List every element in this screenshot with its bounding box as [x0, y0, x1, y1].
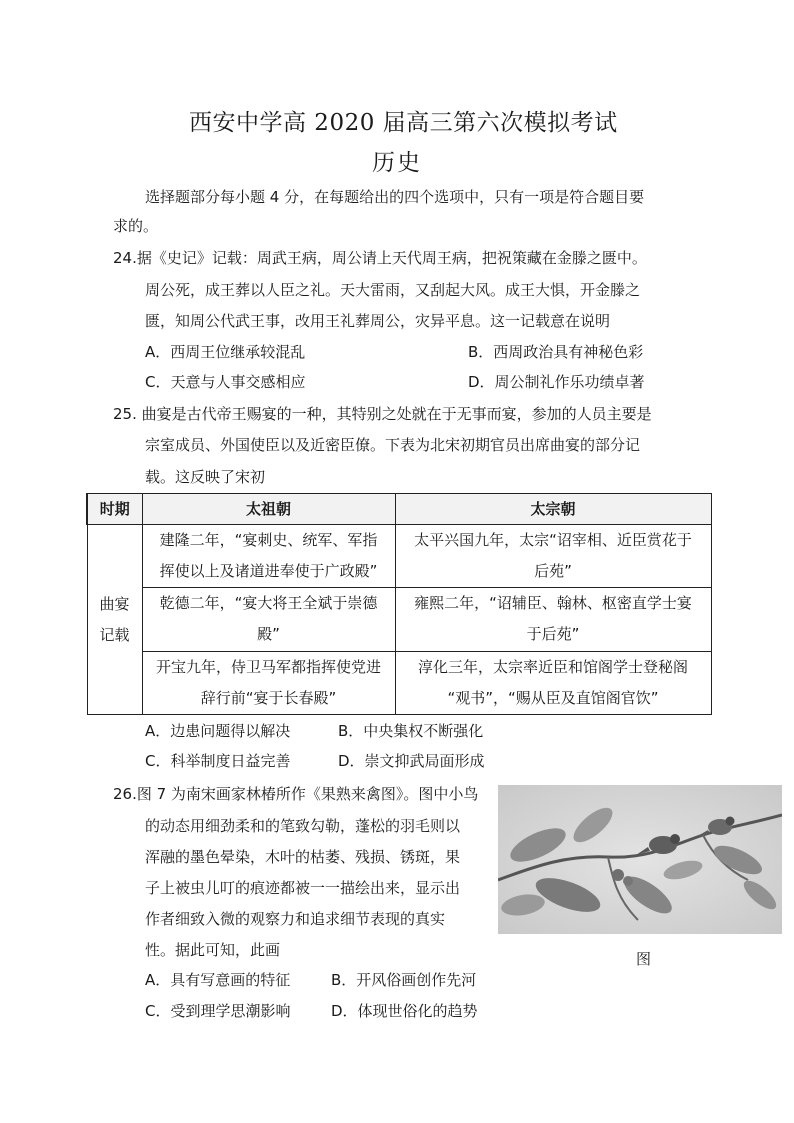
cell-line: 乾德二年，“宴大将王全斌于崇德 [159, 594, 378, 613]
q26-line-2: 的动态用细劲柔和的笔致勾勒，蓬松的羽毛则以 [145, 817, 461, 835]
q25-line-3: 载。这反映了宋初 [145, 468, 266, 486]
taizu-record-3 [142, 651, 395, 714]
q26-option-a[interactable]: A．具有写意画的特征 [145, 971, 291, 989]
table-header-row [87, 494, 711, 525]
q26-line-4: 子上被虫儿叮的痕迹都被一一描绘出来，显示出 [145, 879, 461, 897]
q26-option-b[interactable]: B．开风俗画创作先河 [331, 971, 477, 989]
cell-line: “观书”，“赐从臣及直馆阁官饮” [447, 688, 659, 707]
q26-line-1: 26.图 7 为南宋画家林椿所作《果熟来禽图》。图中小鸟 [113, 785, 479, 803]
cell-line: 殿” [257, 625, 280, 644]
painting-illustration [498, 785, 782, 934]
row-label-line-2: 记载 [99, 625, 130, 644]
exam-title: 西安中学高 2020 届高三第六次模拟考试 [189, 110, 618, 136]
table-row [87, 651, 711, 714]
taizong-record-3 [395, 651, 711, 714]
cell-line: 开宝九年，侍卫马军都指挥使党进 [155, 657, 381, 676]
q25-option-b[interactable]: B．中央集权不断强化 [338, 722, 484, 740]
q25-option-d[interactable]: D．崇文抑武局面形成 [338, 752, 485, 770]
instructions-line-1: 选择题部分每小题 4 分，在每题给出的四个选项中，只有一项是符合题目要 [145, 188, 645, 206]
taizu-record-1 [142, 525, 395, 588]
cell-line: 建隆二年，“宴刺史、统军、军指 [159, 531, 378, 550]
q26-line-6: 性。据此可知，此画 [145, 941, 281, 959]
q25-line-1: 25. 曲宴是古代帝王赐宴的一种，其特别之处就在于无事而宴，参加的人员主要是 [113, 405, 652, 423]
q25-option-a[interactable]: A．边患问题得以解决 [145, 722, 291, 740]
cell-line: 辞行前“宴于长春殿” [200, 688, 337, 707]
cell-line: 雍熙二年，“诏辅臣、翰林、枢密直学士宴 [414, 594, 692, 613]
subject-title: 历史 [372, 150, 422, 176]
row-label-cell [87, 525, 142, 715]
q24-line-1: 24.据《史记》记载：周武王病，周公请上天代周王病，把祝策藏在金滕之匮中。 [113, 249, 647, 267]
taizu-record-2 [142, 588, 395, 651]
q24-option-d[interactable]: D．周公制礼作乐功绩卓著 [468, 373, 645, 391]
q24-line-2: 周公死，成王葬以人臣之礼。天大雷雨，又刮起大风。成王大惧，开金滕之 [145, 281, 641, 299]
q24-option-b[interactable]: B．西周政治具有神秘色彩 [468, 343, 644, 361]
q25-option-c[interactable]: C．科举制度日益完善 [145, 752, 291, 770]
q26-option-d[interactable]: D．体现世俗化的趋势 [331, 1002, 478, 1020]
q26-line-5: 作者细致入微的观察力和追求细节表现的真实 [145, 910, 446, 928]
row-label-line-1: 曲宴 [99, 594, 130, 613]
header-taizu: 太祖朝 [142, 494, 395, 525]
header-taizong: 太宗朝 [395, 494, 711, 525]
banquet-records-table [86, 493, 712, 715]
cell-line: 淳化三年，太宗率近臣和馆阁学士登秘阁 [417, 657, 688, 676]
taizong-record-2 [395, 588, 711, 651]
instructions-line-2: 求的。 [113, 217, 159, 235]
figure-caption: 图 [636, 950, 652, 968]
q26-line-3: 浑融的墨色晕染，木叶的枯萎、残损、锈斑，果 [145, 848, 461, 866]
q26-option-c[interactable]: C．受到理学思潮影响 [145, 1002, 291, 1020]
cell-line: 于后苑” [526, 625, 580, 644]
painting-image [498, 785, 782, 934]
q25-line-2: 宗室成员、外国使臣以及近密臣僚。下表为北宋初期官员出席曲宴的部分记 [145, 436, 641, 454]
q24-option-c[interactable]: C．天意与人事交感相应 [145, 373, 306, 391]
q24-line-3: 匮，知周公代武王事，改用王礼葬周公，灾异平息。这一记载意在说明 [145, 312, 611, 330]
q24-option-a[interactable]: A．西周王位继承较混乱 [145, 343, 306, 361]
table-row [87, 525, 711, 588]
table-row [87, 588, 711, 651]
cell-line: 挥使以上及诸道进奉使于广政殿” [159, 562, 378, 581]
header-period: 时期 [87, 494, 142, 525]
taizong-record-1 [395, 525, 711, 588]
cell-line: 太平兴国九年，太宗“诏宰相、近臣赏花于 [414, 531, 692, 550]
cell-line: 后苑” [534, 562, 572, 581]
